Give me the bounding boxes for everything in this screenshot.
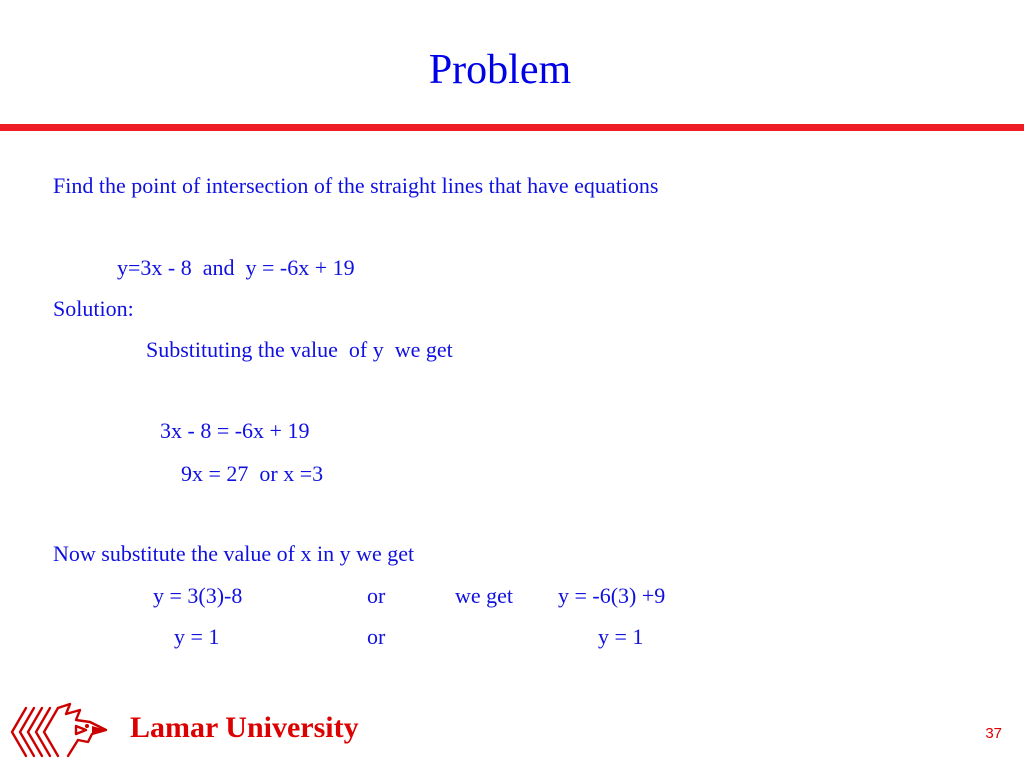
equation-step-2: 9x = 27 or x =3 xyxy=(181,461,324,486)
footer-institution-name: Lamar University xyxy=(130,711,359,744)
row1-we-get: we get xyxy=(455,583,514,608)
row2-left-result: y = 1 xyxy=(174,624,220,649)
substitute-step: Substituting the value of y we get xyxy=(146,337,453,362)
solution-label: Solution: xyxy=(53,296,134,321)
row2-or: or xyxy=(367,624,386,649)
equation-step-1: 3x - 8 = -6x + 19 xyxy=(160,418,310,443)
problem-intro: Find the point of intersection of the straight lines that have equations xyxy=(53,173,659,198)
row1-left-expression: y = 3(3)-8 xyxy=(153,583,243,608)
problem-equations: y=3x - 8 and y = -6x + 19 xyxy=(117,255,355,280)
slide-title: Problem xyxy=(428,47,572,93)
title-divider xyxy=(0,124,1024,131)
row1-right-expression: y = -6(3) +9 xyxy=(558,583,666,608)
row1-or: or xyxy=(367,583,386,608)
row2-right-result: y = 1 xyxy=(598,624,644,649)
cardinal-logo-icon xyxy=(8,700,112,764)
page-number: 37 xyxy=(985,725,1002,742)
substitute-x-step: Now substitute the value of x in y we get xyxy=(53,541,415,566)
